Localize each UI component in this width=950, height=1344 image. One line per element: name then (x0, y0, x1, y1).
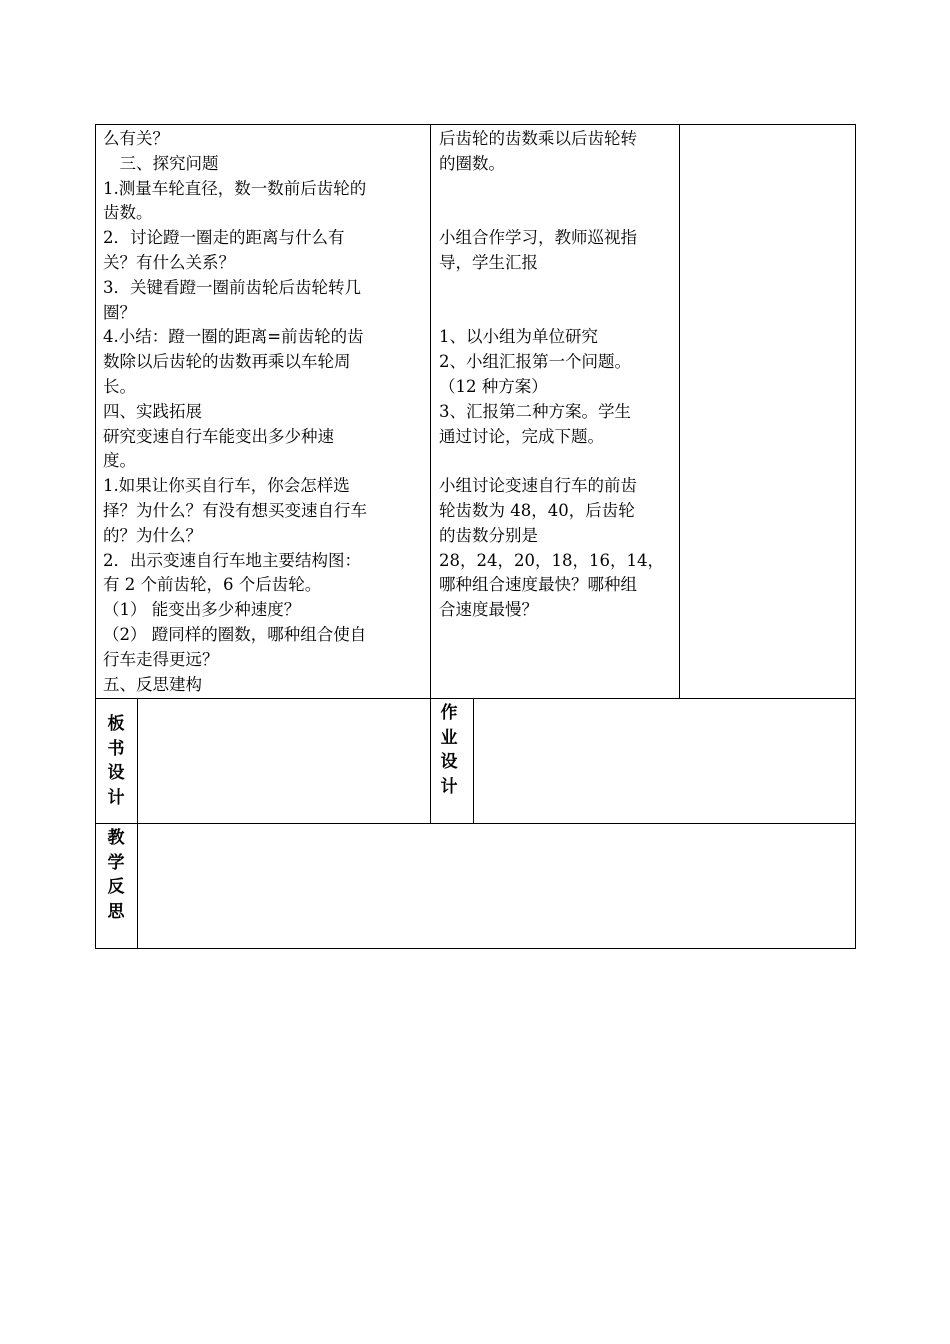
label-char: 反 (107, 877, 125, 897)
process-line: （1） 能变出多少种速度？ (103, 600, 301, 620)
process-line: 数除以后齿轮的齿数再乘以车轮周 (103, 352, 351, 372)
activity-line (439, 276, 664, 301)
process-line: （2） 蹬同样的圈数，哪种组合使自 (103, 624, 367, 644)
board-design-cell (138, 699, 430, 823)
process-line: 么有关？ (103, 129, 169, 148)
label-char: 设 (107, 763, 125, 783)
process-line: 2．讨论蹬一圈走的距离与什么有 (103, 228, 345, 248)
label-char: 业 (440, 727, 458, 748)
label-char: 教 (107, 828, 125, 848)
activity-line: 小组讨论变速自行车的前齿 (439, 476, 637, 496)
activity-line: 哪种组合速度最快？哪种组 (439, 575, 637, 595)
process-line: 度。 (103, 451, 136, 471)
label-char: 思 (107, 901, 125, 922)
teaching-reflection-label (104, 826, 128, 924)
activity-line: 后齿轮的齿数乘以后齿轮转 (439, 129, 637, 148)
col-divider-process (430, 124, 431, 824)
homework-design-cell (474, 699, 855, 823)
process-line: 齿数。 (103, 203, 153, 223)
homework-design-label (437, 701, 461, 799)
table-left-border (95, 124, 96, 949)
table-bottom-border (95, 948, 856, 949)
label-char: 设 (440, 752, 458, 772)
label-char: 板 (107, 714, 125, 734)
label-char: 计 (440, 776, 458, 797)
activity-line: 3、汇报第二种方案。学生 (439, 401, 631, 421)
process-line: 择？为什么？有没有想买变速自行车 (103, 500, 367, 520)
process-line: 2．出示变速自行车地主要结构图： (103, 550, 361, 570)
activity-line: 的齿数分别是 (439, 525, 538, 545)
table-right-border (855, 124, 856, 949)
label-char: 计 (107, 787, 125, 808)
activity-line (439, 449, 664, 474)
activity-line: 导，学生汇报 (439, 252, 538, 272)
label-char: 作 (440, 703, 458, 723)
process-line: 长。 (103, 376, 136, 396)
label-char: 书 (107, 738, 125, 759)
process-line: 圈？ (103, 302, 136, 322)
activity-line: （12 种方案） (439, 376, 548, 396)
process-line: 3．关键看蹬一圈前齿轮后齿轮转几 (103, 277, 361, 297)
activity-line: 2、小组汇报第一个问题。 (439, 352, 631, 372)
process-line: 五、反思建构 (103, 674, 202, 694)
activity-line (439, 177, 664, 202)
activity-line: 轮齿数为 48，40，后齿轮 (439, 500, 635, 520)
teaching-reflection-cell (138, 824, 855, 948)
process-line: 三、探究问题 (103, 153, 219, 173)
activity-line (439, 301, 664, 326)
student-activity-cell (439, 127, 664, 623)
activity-line: 28，24，20，18，16，14， (439, 550, 664, 570)
activity-line (439, 201, 664, 226)
activity-line: 1、以小组为单位研究 (439, 327, 598, 347)
teaching-process-cell (103, 127, 367, 697)
process-line: 四、实践拓展 (103, 401, 202, 421)
process-line: 有 2 个前齿轮，6 个后齿轮。 (103, 575, 322, 595)
board-design-label (104, 712, 128, 810)
process-line: 1.如果让你买自行车，你会怎样选 (103, 476, 350, 496)
activity-line: 合速度最慢？ (439, 600, 538, 620)
activity-line: 小组合作学习，教师巡视指 (439, 228, 637, 248)
process-line: 研究变速自行车能变出多少种速 (103, 426, 334, 446)
process-line: 4.小结：蹬一圈的距离=前齿轮的齿 (103, 327, 364, 347)
process-line: 的？为什么？ (103, 525, 202, 545)
process-line: 行车走得更远？ (103, 649, 219, 669)
label-char: 学 (107, 852, 125, 873)
process-line: 关？有什么关系？ (103, 252, 235, 272)
process-line: 1.测量车轮直径，数一数前后齿轮的 (103, 178, 367, 198)
notes-cell (680, 125, 855, 698)
activity-line: 的圈数。 (439, 153, 505, 173)
activity-line: 通过讨论，完成下题。 (439, 426, 604, 446)
